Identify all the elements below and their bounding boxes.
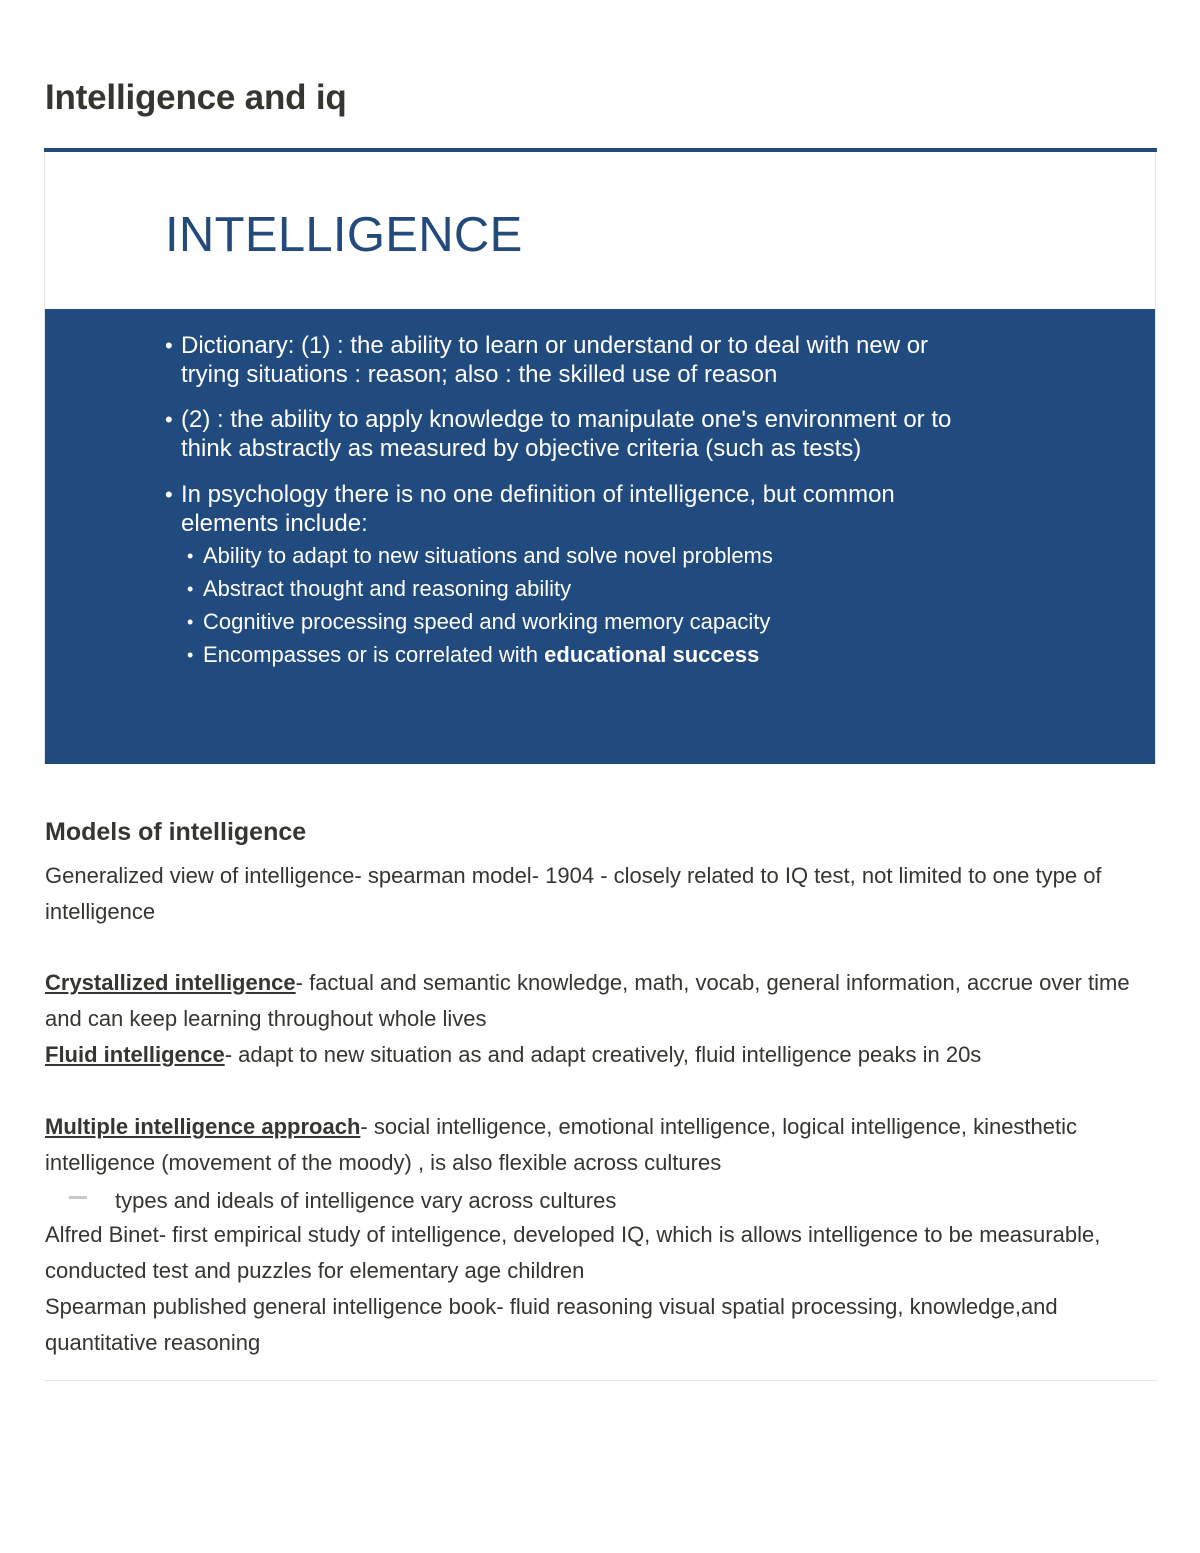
slide-bullet bbox=[165, 405, 952, 463]
slide-body bbox=[45, 309, 1155, 764]
bullet-dot-icon: • bbox=[187, 579, 194, 599]
slide-sub-bullet-text: Abstract thought and reasoning ability bbox=[203, 576, 572, 601]
paragraph-multiple bbox=[45, 1109, 1155, 1180]
crystallized-definition: - factual and semantic knowledge, math, vocab, general information, accrue over time and can keep learning throughout whole lives bbox=[45, 970, 1130, 1031]
slide-bullet bbox=[165, 331, 929, 389]
bullet-dot-icon: • bbox=[187, 645, 194, 665]
term-fluid: Fluid intelligence bbox=[45, 1042, 225, 1067]
slide-bullet-line: In psychology there is no one definition of intelligence, but common bbox=[181, 481, 895, 508]
slide-bullet-line: (2) : the ability to apply knowledge to manipulate one's environment or to bbox=[181, 406, 952, 433]
slide-bullet-line: think abstractly as measured by objective criteria (such as tests) bbox=[181, 435, 862, 462]
slide-bullet-line: Dictionary: (1) : the ability to learn or understand or to deal with new or bbox=[181, 332, 929, 359]
paragraph-spearman: Spearman published general intelligence book- fluid reasoning visual spatial processing, knowledge,and quantitative reasoning bbox=[45, 1294, 1058, 1355]
slide-header bbox=[45, 152, 1155, 309]
slide-sub-bullet-text: Ability to adapt to new situations and solve novel problems bbox=[203, 543, 773, 568]
slide-sub-bullet-text: Cognitive processing speed and working memory capacity bbox=[203, 609, 771, 634]
list-item: types and ideals of intelligence vary across cultures bbox=[115, 1188, 617, 1213]
bottom-divider bbox=[44, 1380, 1157, 1381]
bullet-dot-icon: • bbox=[165, 407, 173, 432]
bullet-dot-icon: • bbox=[165, 333, 173, 358]
paragraph-crystallized bbox=[45, 965, 1155, 1036]
term-crystallized: Crystallized intelligence bbox=[45, 970, 296, 995]
paragraph-binet: Alfred Binet- first empirical study of intelligence, developed IQ, which is allows intelligence to be measurable, conducted test and puzzles for elementary age children bbox=[45, 1222, 1101, 1283]
slide-sub-bullet-bold: educational success bbox=[544, 642, 760, 667]
fluid-definition: - adapt to new situation as and adapt creatively, fluid intelligence peaks in 20s bbox=[224, 1042, 982, 1067]
slide-sub-bullet bbox=[187, 575, 572, 603]
section-heading: Models of intelligence bbox=[45, 818, 307, 846]
bullet-dot-icon: • bbox=[187, 546, 194, 566]
bullet-dot-icon: • bbox=[165, 482, 173, 507]
dash-bullet-icon bbox=[69, 1196, 87, 1199]
slide-sub-bullet-text: Encompasses or is correlated with bbox=[203, 642, 545, 667]
paragraph-fluid bbox=[45, 1037, 1155, 1073]
multiple-definition: - social intelligence, emotional intelligence, logical intelligence, kinesthetic intelligence (movement of the moody) , is also flexible across cultures bbox=[45, 1114, 1078, 1175]
slide-sub-bullet bbox=[187, 641, 760, 669]
slide-sub-bullet bbox=[187, 542, 773, 570]
slide-title: INTELLIGENCE bbox=[165, 208, 523, 262]
slide-sub-bullet bbox=[187, 608, 771, 636]
embedded-slide-image bbox=[44, 152, 1156, 764]
term-multiple: Multiple intelligence approach bbox=[45, 1114, 361, 1139]
bullet-dot-icon: • bbox=[187, 612, 194, 632]
paragraph-generalized: Generalized view of intelligence- spearman model- 1904 - closely related to IQ test, not limited to one type of intelligence bbox=[45, 863, 1102, 924]
slide-bullet bbox=[165, 480, 895, 538]
slide-bullet-line: elements include: bbox=[181, 510, 368, 537]
slide-bullet-line: trying situations : reason; also : the skilled use of reason bbox=[181, 361, 778, 388]
page-title: Intelligence and iq bbox=[45, 78, 347, 117]
